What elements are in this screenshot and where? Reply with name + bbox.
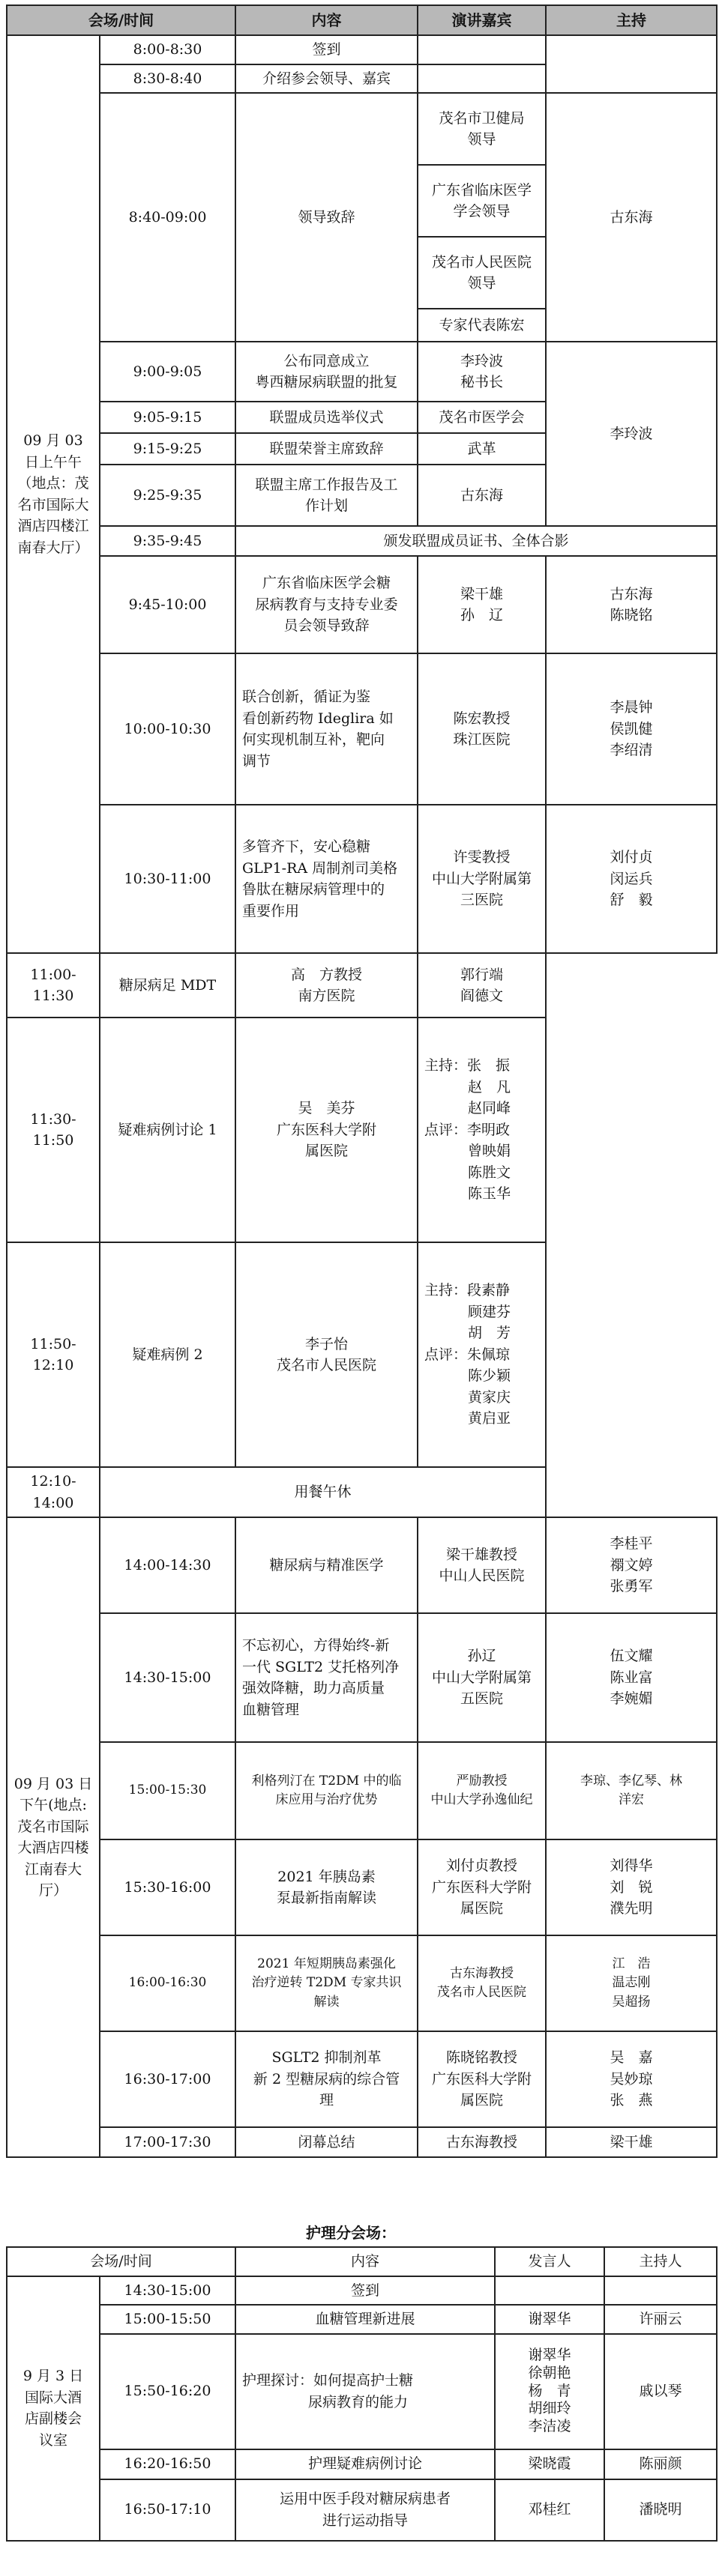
table-row [7, 35, 717, 64]
time-cell: 9:15-9:25 [100, 433, 235, 465]
content-cell: 联盟成员选举仪式 [235, 402, 418, 433]
table-row [7, 556, 717, 653]
table-row [7, 1242, 717, 1467]
speaker-cell: 梁晓霞 [495, 2449, 604, 2479]
host-cell: 陈丽颜 [604, 2449, 717, 2479]
header-speaker: 演讲嘉宾 [418, 5, 546, 35]
content-cell: 联盟荣誉主席致辞 [235, 433, 418, 465]
table-row [7, 2276, 717, 2306]
speaker-cell: 高 方教授 南方医院 [235, 953, 418, 1018]
speaker-cell: 刘付贞教授 广东医科大学附 属医院 [418, 1839, 546, 1935]
time-cell: 9:45-10:00 [100, 556, 235, 653]
table-row [7, 1935, 717, 2031]
speaker-cell: 李玲波 秘书长 [418, 342, 546, 402]
content-cell: 联盟主席工作报告及工 作计划 [235, 465, 418, 526]
table-row [7, 2305, 717, 2334]
nursing-header-venue-time: 会场/时间 [7, 2247, 235, 2276]
time-cell: 16:00-16:30 [100, 1935, 235, 2031]
content-cell: 糖尿病足 MDT [100, 953, 235, 1018]
speaker-cell: 吴 美芬 广东医科大学附 属医院 [235, 1018, 418, 1242]
content-cell: 不忘初心，方得始终-新 一代 SGLT2 艾托格列净 强效降糖，助力高质量 血糖管理 [235, 1613, 418, 1742]
speaker-cell: 梁干雄 孙 辽 [418, 556, 546, 653]
afternoon-venue-cell: 09 月 03 日 下午(地点: 茂名市国际 大酒店四楼 江南春大 厅） [7, 1517, 100, 2157]
table-row [7, 1613, 717, 1742]
host-cell: 潘晓明 [604, 2479, 717, 2541]
host-cell [546, 35, 717, 93]
table-row [7, 342, 717, 402]
speaker-cell [418, 64, 546, 94]
nursing-header-speaker: 发言人 [495, 2247, 604, 2276]
speaker-cell: 陈晓铭教授 广东医科大学附 属医院 [418, 2031, 546, 2127]
content-cell: 护理疑难病例讨论 [235, 2449, 495, 2479]
time-cell: 17:00-17:30 [100, 2127, 235, 2157]
host-cell: 江 浩 温志刚 吴超扬 [546, 1935, 717, 2031]
nursing-header-host: 主持人 [604, 2247, 717, 2276]
time-cell: 8:40-09:00 [100, 93, 235, 342]
host-cell: 古东海 [546, 93, 717, 342]
header-venue-time: 会场/时间 [7, 5, 235, 35]
nursing-venue-cell: 9 月 3 日 国际大酒 店副楼会 议室 [7, 2276, 100, 2541]
table-row [7, 805, 717, 953]
time-cell: 9:05-9:15 [100, 402, 235, 433]
time-cell: 9:25-9:35 [100, 465, 235, 526]
content-cell: 联合创新，循证为鉴 看创新药物 Ideglira 如 何实现机制互补，靶向 调节 [235, 653, 418, 805]
speaker-cell: 许雯教授 中山大学附属第 三医院 [418, 805, 546, 953]
time-cell: 9:35-9:45 [100, 526, 235, 556]
host-cell [604, 2276, 717, 2306]
table-row [7, 2127, 717, 2157]
speaker-cell: 古东海教授 茂名市人民医院 [418, 1935, 546, 2031]
host-cell: 刘付贞 闵运兵 舒 毅 [546, 805, 717, 953]
speaker-cell: 陈宏教授 珠江医院 [418, 653, 546, 805]
time-cell: 15:30-16:00 [100, 1839, 235, 1935]
speaker-cell: 邓桂红 [495, 2479, 604, 2541]
time-cell: 16:30-17:00 [100, 2031, 235, 2127]
speaker-cell: 古东海 [418, 465, 546, 526]
nursing-header-content: 内容 [235, 2247, 495, 2276]
time-cell: 12:10-14:00 [7, 1467, 100, 1517]
host-cell: 郭行端 阎德文 [418, 953, 546, 1018]
content-cell: 闭幕总结 [235, 2127, 418, 2157]
table-header-row [7, 5, 717, 35]
content-cell: 签到 [235, 2276, 495, 2306]
table-row [7, 2479, 717, 2541]
content-cell: 利格列汀在 T2DM 中的临 床应用与治疗优势 [235, 1742, 418, 1839]
host-cell: 刘得华 刘 锐 濮先明 [546, 1839, 717, 1935]
table-row [7, 1018, 717, 1242]
speaker-cell: 茂名市医学会 [418, 402, 546, 433]
morning-venue-cell: 09 月 03 日上午午 （地点：茂 名市国际大 酒店四楼江 南春大厅） [7, 35, 100, 953]
nursing-session-title: 护理分会场： [306, 2224, 396, 2242]
content-cell: 领导致辞 [235, 93, 418, 342]
speaker-cell: 李子怡 茂名市人民医院 [235, 1242, 418, 1467]
header-host: 主持 [546, 5, 717, 35]
host-cell: 许丽云 [604, 2305, 717, 2334]
time-cell: 11:00-11:30 [7, 953, 100, 1018]
host-cell: 古东海 陈晓铭 [546, 556, 717, 653]
content-cell: 用餐午休 [100, 1467, 546, 1517]
table-row [7, 2334, 717, 2449]
content-cell: 血糖管理新进展 [235, 2305, 495, 2334]
time-cell: 11:50-12:10 [7, 1242, 100, 1467]
time-cell: 8:30-8:40 [100, 64, 235, 94]
time-cell: 15:00-15:50 [100, 2305, 235, 2334]
nursing-schedule-table [6, 2246, 718, 2542]
speaker-cell: 谢翠华 徐朝艳 杨 青 胡细玲 李洁凌 [495, 2334, 604, 2449]
time-cell: 14:30-15:00 [100, 1613, 235, 1742]
nursing-header-row [7, 2247, 717, 2276]
time-cell: 10:30-11:00 [100, 805, 235, 953]
content-cell: SGLT2 抑制剂革 新 2 型糖尿病的综合管 理 [235, 2031, 418, 2127]
content-cell: 疑难病例 2 [100, 1242, 235, 1467]
content-cell: 糖尿病与精准医学 [235, 1517, 418, 1613]
table-row [7, 1839, 717, 1935]
content-cell: 疑难病例讨论 1 [100, 1018, 235, 1242]
content-cell: 广东省临床医学会糖 尿病教育与支持专业委 员会领导致辞 [235, 556, 418, 653]
time-cell: 9:00-9:05 [100, 342, 235, 402]
content-cell: 介绍参会领导、嘉宾 [235, 64, 418, 94]
host-cell: 主持：段素静 顾建芬 胡 芳 点评：朱佩琼 陈少颖 黄家庆 黄启亚 [418, 1242, 546, 1467]
content-cell: 2021 年短期胰岛素强化 治疗逆转 T2DM 专家共识 解读 [235, 1935, 418, 2031]
main-schedule-table [6, 4, 718, 2158]
content-cell: 公布同意成立 粤西糖尿病联盟的批复 [235, 342, 418, 402]
speaker-cell: 茂名市卫健局 领导 [418, 93, 546, 165]
content-cell: 签到 [235, 35, 418, 64]
host-cell: 吴 嘉 吴妙琼 张 燕 [546, 2031, 717, 2127]
host-cell: 主持：张 振 赵 凡 赵同峰 点评：李明政 曾映娟 陈胜文 陈玉华 [418, 1018, 546, 1242]
table-row [7, 526, 717, 556]
content-cell: 运用中医手段对糖尿病患者 进行运动指导 [235, 2479, 495, 2541]
table-row [7, 1467, 717, 1517]
header-content: 内容 [235, 5, 418, 35]
content-cell: 颁发联盟成员证书、全体合影 [235, 526, 717, 556]
time-cell: 14:30-15:00 [100, 2276, 235, 2306]
host-cell: 李晨钟 侯凯健 李绍清 [546, 653, 717, 805]
speaker-cell: 严励教授 中山大学孙逸仙纪 [418, 1742, 546, 1839]
speaker-cell [418, 35, 546, 64]
host-cell: 伍文耀 陈业富 李婉媚 [546, 1613, 717, 1742]
table-row [7, 2031, 717, 2127]
content-cell: 多管齐下，安心稳糖 GLP1-RA 周制剂司美格 鲁肽在糖尿病管理中的 重要作用 [235, 805, 418, 953]
table-row [7, 1742, 717, 1839]
time-cell: 10:00-10:30 [100, 653, 235, 805]
host-cell: 戚以琴 [604, 2334, 717, 2449]
host-cell: 李琼、李亿琴、林 洋宏 [546, 1742, 717, 1839]
speaker-cell: 茂名市人民医院 领导 [418, 237, 546, 309]
time-cell: 16:20-16:50 [100, 2449, 235, 2479]
content-cell: 护理探讨：如何提高护士糖 尿病教育的能力 [235, 2334, 495, 2449]
table-row [7, 2449, 717, 2479]
content-cell: 2021 年胰岛素 泵最新指南解读 [235, 1839, 418, 1935]
speaker-cell: 古东海教授 [418, 2127, 546, 2157]
speaker-cell: 孙辽 中山大学附属第 五医院 [418, 1613, 546, 1742]
time-cell: 15:00-15:30 [100, 1742, 235, 1839]
host-cell: 李玲波 [546, 342, 717, 526]
table-row [7, 653, 717, 805]
time-cell: 11:30-11:50 [7, 1018, 100, 1242]
time-cell: 14:00-14:30 [100, 1517, 235, 1613]
table-row [7, 953, 717, 1018]
time-cell: 15:50-16:20 [100, 2334, 235, 2449]
speaker-cell: 梁干雄教授 中山人民医院 [418, 1517, 546, 1613]
time-cell: 8:00-8:30 [100, 35, 235, 64]
time-cell: 16:50-17:10 [100, 2479, 235, 2541]
speaker-cell: 专家代表陈宏 [418, 309, 546, 342]
host-cell: 李桂平 禤文婷 张勇军 [546, 1517, 717, 1613]
speaker-cell: 谢翠华 [495, 2305, 604, 2334]
speaker-cell: 广东省临床医学 学会领导 [418, 165, 546, 237]
table-row [7, 93, 717, 165]
speaker-cell [495, 2276, 604, 2306]
host-cell: 梁干雄 [546, 2127, 717, 2157]
table-row [7, 1517, 717, 1613]
speaker-cell: 武革 [418, 433, 546, 465]
